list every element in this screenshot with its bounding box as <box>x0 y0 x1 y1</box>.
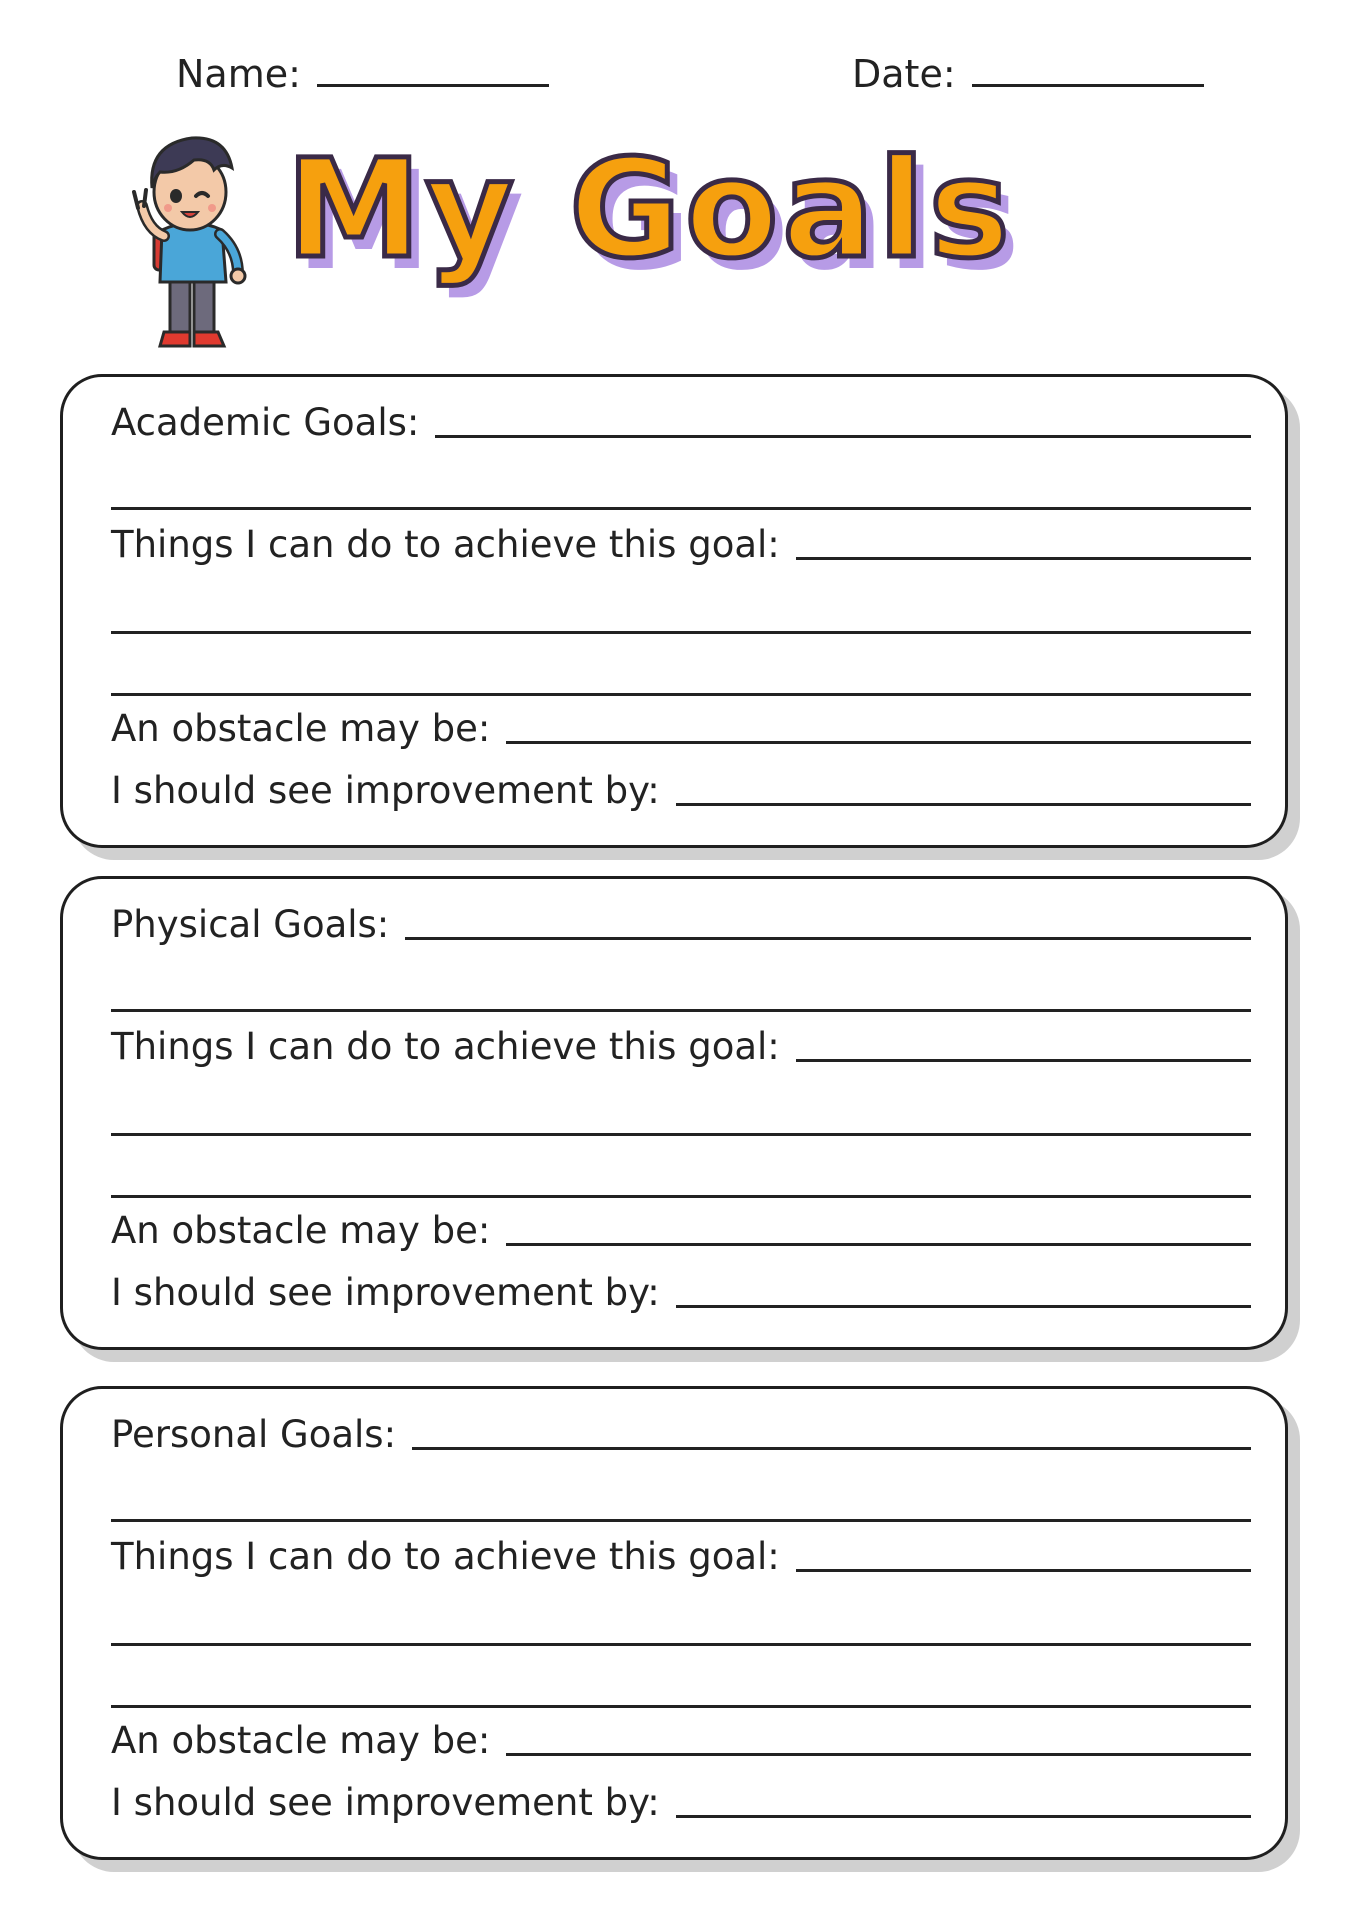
steps-blank-line-3[interactable] <box>111 693 1251 696</box>
date-label: Date: <box>852 52 956 96</box>
improvement-row[interactable] <box>111 1781 1251 1824</box>
improvement-label: I should see improvement by: <box>111 769 660 812</box>
steps-blank-line-3[interactable] <box>111 1705 1251 1708</box>
page-title: My Goals <box>286 131 1014 289</box>
improvement-label: I should see improvement by: <box>111 1271 660 1314</box>
steps-blank-line[interactable] <box>796 557 1251 560</box>
date-blank-line[interactable] <box>972 84 1204 87</box>
personal-goals-section <box>60 1386 1288 1860</box>
steps-blank-line-2[interactable] <box>111 1133 1251 1136</box>
obstacle-blank-line[interactable] <box>506 741 1251 744</box>
date-field[interactable] <box>852 52 1204 96</box>
steps-blank-line[interactable] <box>796 1569 1251 1572</box>
obstacle-label: An obstacle may be: <box>111 1209 491 1252</box>
goal-label: Academic Goals: <box>111 401 420 444</box>
goal-blank-line[interactable] <box>412 1447 1251 1450</box>
steps-blank-line-3[interactable] <box>111 1195 1251 1198</box>
goal-blank-line-2[interactable] <box>111 507 1251 510</box>
steps-blank-line-2[interactable] <box>111 631 1251 634</box>
goal-row[interactable] <box>111 903 1251 946</box>
obstacle-blank-line[interactable] <box>506 1753 1251 1756</box>
obstacle-row[interactable] <box>111 1719 1251 1762</box>
goal-label: Physical Goals: <box>111 903 390 946</box>
steps-blank-line-2[interactable] <box>111 1643 1251 1646</box>
academic-goals-section <box>60 374 1288 848</box>
steps-row[interactable] <box>111 1025 1251 1068</box>
goal-blank-line[interactable] <box>435 435 1251 438</box>
boy-waving-icon <box>128 134 250 356</box>
improvement-label: I should see improvement by: <box>111 1781 660 1824</box>
goal-blank-line-2[interactable] <box>111 1009 1251 1012</box>
improvement-blank-line[interactable] <box>676 1815 1251 1818</box>
improvement-blank-line[interactable] <box>676 803 1251 806</box>
name-field[interactable] <box>176 52 549 96</box>
physical-goals-section <box>60 876 1288 1350</box>
steps-row[interactable] <box>111 523 1251 566</box>
goal-row[interactable] <box>111 401 1251 444</box>
goal-row[interactable] <box>111 1413 1251 1456</box>
obstacle-row[interactable] <box>111 707 1251 750</box>
improvement-row[interactable] <box>111 769 1251 812</box>
obstacle-blank-line[interactable] <box>506 1243 1251 1246</box>
steps-label: Things I can do to achieve this goal: <box>111 523 780 566</box>
goal-blank-line[interactable] <box>405 937 1251 940</box>
name-label: Name: <box>176 52 301 96</box>
goal-label: Personal Goals: <box>111 1413 397 1456</box>
name-blank-line[interactable] <box>317 84 549 87</box>
steps-label: Things I can do to achieve this goal: <box>111 1535 780 1578</box>
improvement-blank-line[interactable] <box>676 1305 1251 1308</box>
obstacle-label: An obstacle may be: <box>111 707 491 750</box>
steps-blank-line[interactable] <box>796 1059 1251 1062</box>
steps-label: Things I can do to achieve this goal: <box>111 1025 780 1068</box>
obstacle-label: An obstacle may be: <box>111 1719 491 1762</box>
obstacle-row[interactable] <box>111 1209 1251 1252</box>
goal-blank-line-2[interactable] <box>111 1519 1251 1522</box>
steps-row[interactable] <box>111 1535 1251 1578</box>
improvement-row[interactable] <box>111 1271 1251 1314</box>
